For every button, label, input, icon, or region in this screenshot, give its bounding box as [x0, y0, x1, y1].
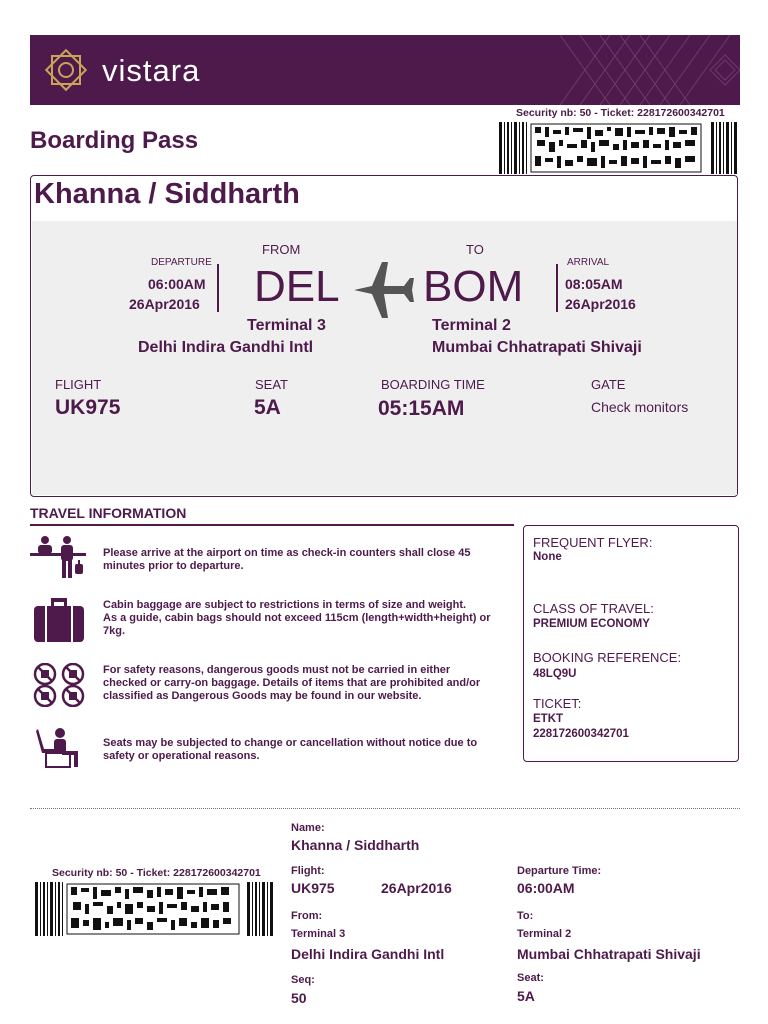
from-terminal: Terminal 3	[247, 317, 326, 334]
booking-reference-label: BOOKING REFERENCE:	[533, 650, 682, 665]
stub-name-label: Name:	[291, 822, 325, 834]
dangerous-goods-icon	[32, 663, 86, 707]
stub-seat-label: Seat:	[517, 972, 544, 984]
departure-time: 06:00AM	[148, 276, 206, 292]
stub-name: Khanna / Siddharth	[291, 837, 420, 853]
tear-line	[30, 808, 740, 809]
stub-from-terminal: Terminal 3	[291, 928, 346, 940]
departure-label: DEPARTURE	[151, 257, 212, 268]
page-title: Boarding Pass	[30, 127, 199, 154]
security-number-top: Security nb: 50 - Ticket: 228172600342701	[516, 107, 725, 119]
gate-value: Check monitors	[591, 399, 689, 415]
to-terminal: Terminal 2	[432, 317, 511, 334]
arrival-divider	[556, 264, 558, 312]
class-of-travel-label: CLASS OF TRAVEL:	[533, 601, 654, 616]
stub-seat: 5A	[517, 988, 535, 1004]
frequent-flyer-label: FREQUENT FLYER:	[533, 535, 653, 550]
barcode-top	[499, 122, 739, 174]
stub-flight: UK975	[291, 880, 335, 896]
security-number-stub: Security nb: 50 - Ticket: 228172600342701	[52, 867, 261, 879]
stub-to-airport: Mumbai Chhatrapati Shivaji	[517, 946, 701, 962]
checkin-counter-icon	[30, 534, 88, 580]
departure-date: 26Apr2016	[129, 296, 200, 312]
travel-info-item: For safety reasons, dangerous goods must not be carried in either checked or carry-on baggage. Details of items that are prohibited and/or classified as Dangerous Goods may be found in our website.	[103, 664, 481, 702]
stub-to-terminal: Terminal 2	[517, 928, 572, 940]
boarding-time: 05:15AM	[378, 397, 465, 420]
brand-header	[30, 35, 740, 105]
to-airport: Mumbai Chhatrapati Shivaji	[432, 339, 642, 356]
gate-label: GATE	[591, 377, 626, 392]
class-of-travel-value: PREMIUM ECONOMY	[533, 618, 650, 630]
travel-info-underline	[30, 524, 514, 526]
departure-divider	[217, 264, 219, 312]
from-code: DEL	[254, 262, 340, 311]
flight-label: FLIGHT	[55, 377, 102, 392]
stub-date: 26Apr2016	[381, 880, 452, 896]
barcode-stub	[35, 882, 275, 936]
frequent-flyer-value: None	[533, 551, 562, 563]
baggage-icon	[34, 598, 84, 642]
vistara-logo-icon	[36, 41, 96, 99]
arrival-date: 26Apr2016	[565, 296, 636, 312]
stub-from-label: From:	[291, 910, 323, 922]
stub-seq: 50	[291, 990, 307, 1006]
stub-to-label: To:	[517, 910, 534, 922]
passenger-name: Khanna / Siddharth	[34, 178, 300, 210]
stub-from-airport: Delhi Indira Gandhi Intl	[291, 946, 445, 962]
ticket-type: ETKT	[533, 713, 564, 725]
from-label: FROM	[262, 242, 301, 257]
to-code: BOM	[423, 262, 524, 311]
seat-label: SEAT	[255, 377, 288, 392]
booking-reference-value: 48LQ9U	[533, 668, 577, 680]
ticket-label: TICKET:	[533, 696, 582, 711]
arrival-time: 08:05AM	[565, 276, 623, 292]
travel-info-item: Cabin baggage are subject to restrictions in terms of size and weight. As a guide, cabin bags should not exceed 115cm (length+width+height) or 7kg.	[103, 599, 491, 637]
stub-departure-time: 06:00AM	[517, 880, 575, 896]
header-pattern	[520, 35, 740, 105]
to-label: TO	[466, 242, 484, 257]
arrival-label: ARRIVAL	[567, 257, 610, 268]
stub-flight-label: Flight:	[291, 865, 325, 877]
travel-info-title: TRAVEL INFORMATION	[30, 505, 187, 521]
boarding-time-label: BOARDING TIME	[381, 377, 485, 392]
stub-seq-label: Seq:	[291, 974, 315, 986]
seat-icon	[36, 727, 86, 769]
from-airport: Delhi Indira Gandhi Intl	[138, 339, 314, 356]
seat-number: 5A	[254, 396, 281, 419]
flight-number: UK975	[55, 396, 121, 419]
travel-info-item: Seats may be subjected to change or cancellation without notice due to safety or operational reasons.	[103, 737, 478, 762]
brand-name: vistara	[102, 53, 201, 88]
airplane-icon	[352, 260, 414, 320]
ticket-number: 228172600342701	[533, 728, 629, 740]
travel-info-item: Please arrive at the airport on time as check-in counters shall close 45 minutes prior to departure.	[103, 547, 471, 572]
stub-departure-label: Departure Time:	[517, 865, 602, 877]
